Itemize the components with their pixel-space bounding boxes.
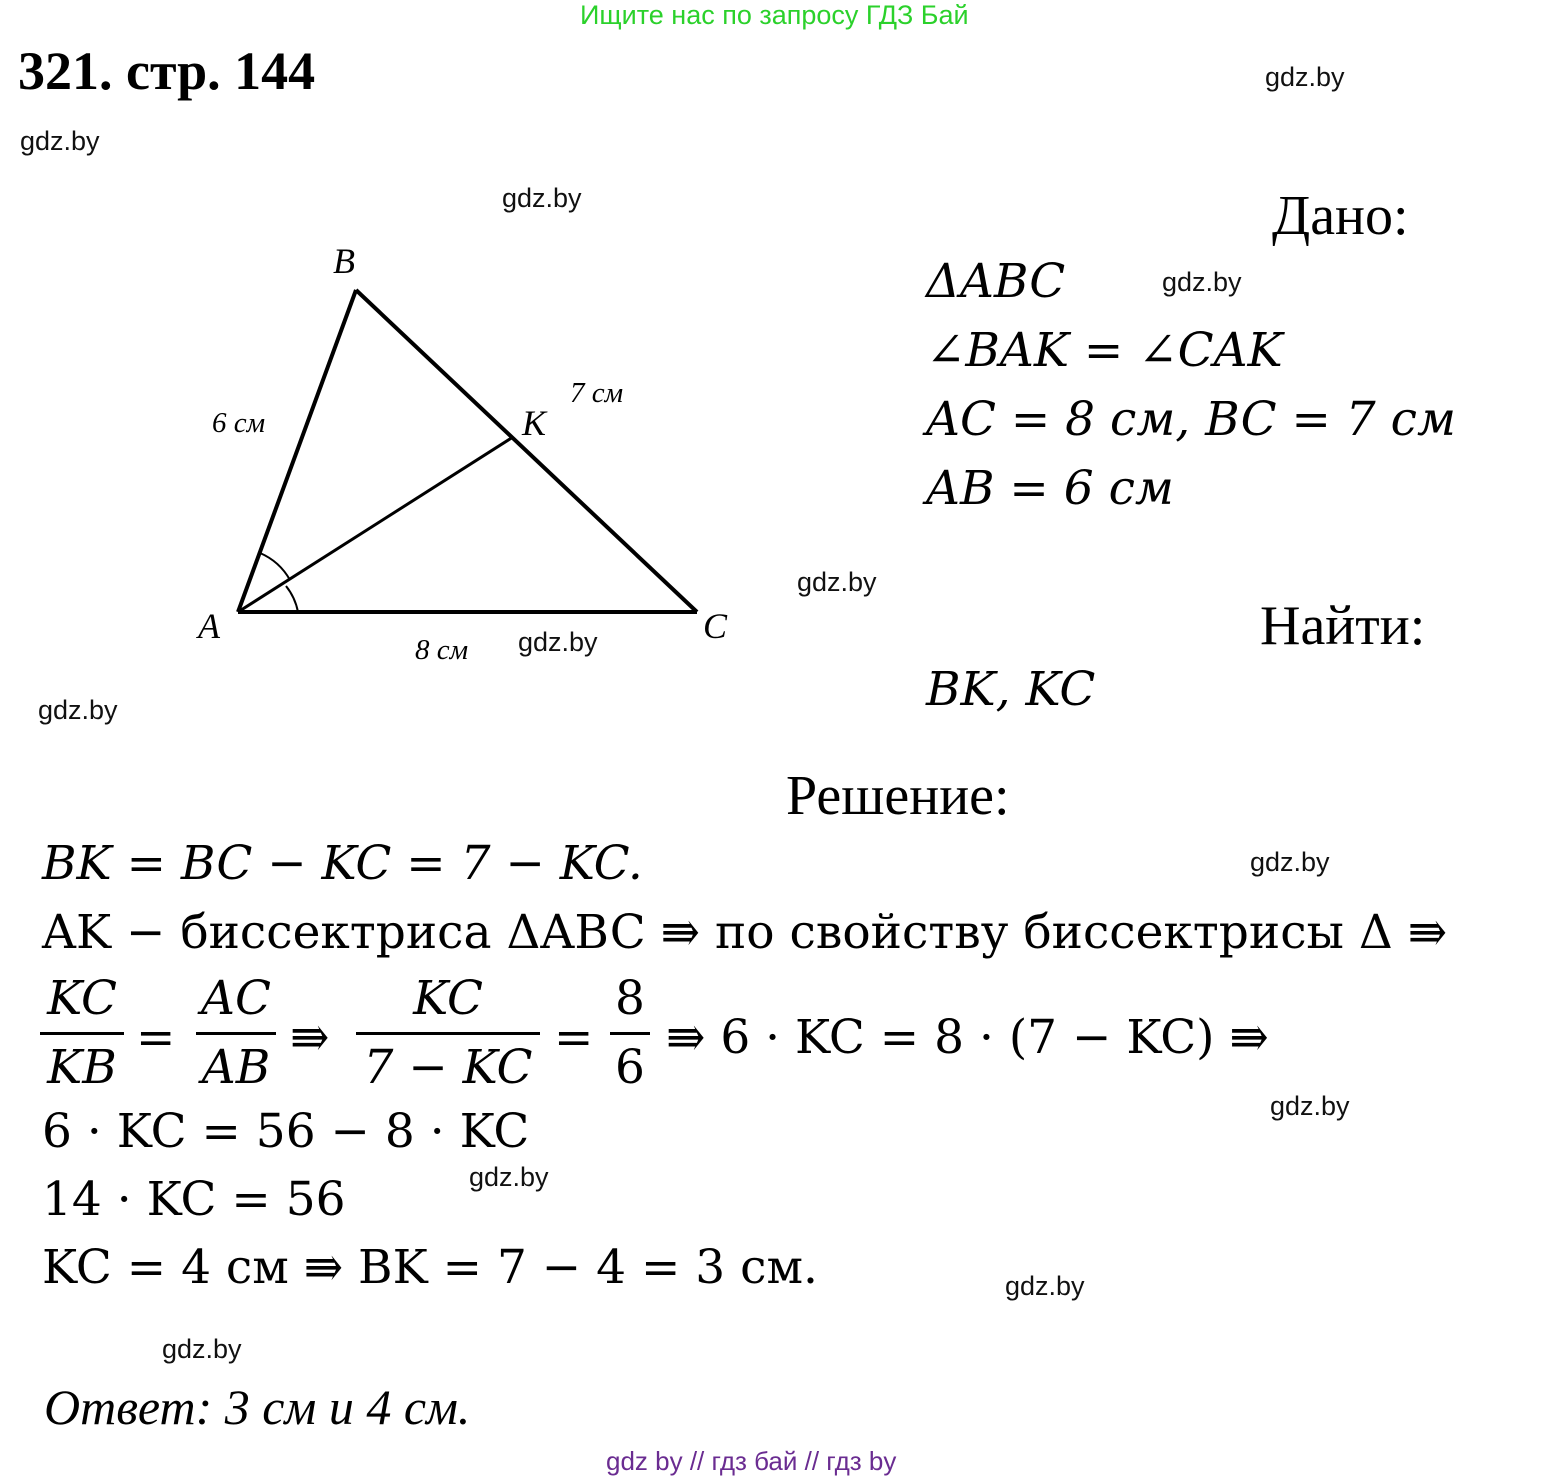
given-line: AB = 6 см xyxy=(926,461,1174,516)
watermark: gdz.by xyxy=(1162,267,1242,297)
given-line: ΔABC xyxy=(926,254,1066,309)
watermark: gdz.by xyxy=(162,1334,242,1364)
fraction-denominator: KB xyxy=(47,1040,117,1095)
side-label-ac: 8 см xyxy=(415,634,469,666)
fraction xyxy=(196,966,276,1101)
side-label-kc: 7 см xyxy=(570,377,624,409)
solution-line: 6 · KC = 56 − 8 · KC xyxy=(42,1104,530,1159)
solution-line: AK − биссектриса ΔABC ⇛ по свойству биссектрисы Δ ⇛ xyxy=(42,905,1448,960)
watermark: gdz.by xyxy=(1270,1091,1350,1121)
watermark: gdz.by xyxy=(502,183,582,213)
watermark: gdz.by xyxy=(518,627,598,657)
find-value: BK, KC xyxy=(926,662,1096,717)
implies-sign: ⇛ xyxy=(290,1010,330,1065)
fraction xyxy=(356,966,540,1101)
find-heading: Найти: xyxy=(1260,595,1426,657)
answer: Ответ: 3 см и 4 см. xyxy=(44,1379,471,1435)
page-title: 321. стр. 144 xyxy=(18,41,316,101)
vertex-label-a: A xyxy=(198,606,220,646)
given-heading: Дано: xyxy=(1272,185,1409,247)
side-ab xyxy=(238,290,356,612)
fraction xyxy=(40,966,124,1101)
fraction-denominator: AB xyxy=(201,1040,271,1095)
watermark: gdz.by xyxy=(469,1162,549,1192)
watermark: gdz.by xyxy=(20,126,100,156)
fraction-numerator: 8 xyxy=(615,971,645,1026)
equals-sign: = xyxy=(136,1010,176,1065)
solution-heading: Решение: xyxy=(786,765,1010,827)
side-bc xyxy=(356,290,697,612)
solution-line: 14 · KC = 56 xyxy=(42,1172,346,1227)
given-line: ∠BAK = ∠CAK xyxy=(926,323,1283,378)
triangle-figure xyxy=(0,0,900,720)
watermark: gdz.by xyxy=(1250,847,1330,877)
solution-line: KC = 4 см ⇛ BK = 7 − 4 = 3 см. xyxy=(42,1240,818,1295)
solution-line: ⇛ 6 · KC = 8 · (7 − KC) ⇛ xyxy=(666,1010,1269,1065)
watermark: gdz.by xyxy=(797,567,877,597)
solution-line: BK = BC − KC = 7 − KC. xyxy=(42,836,643,891)
side-label-ab: 6 см xyxy=(212,407,266,439)
watermark: gdz.by xyxy=(1265,62,1345,92)
fraction-numerator: KC xyxy=(47,971,117,1026)
watermark: gdz.by xyxy=(1005,1271,1085,1301)
vertex-label-k: K xyxy=(522,403,547,443)
fraction-denominator: 7 − KC xyxy=(363,1040,533,1095)
angle-arc xyxy=(260,553,290,580)
watermark: gdz.by xyxy=(38,695,118,725)
fraction-denominator: 6 xyxy=(615,1040,645,1095)
fraction-numerator: AC xyxy=(201,971,271,1026)
search-banner: Ищите нас по запросу ГДЗ Бай xyxy=(580,0,969,30)
given-line: AC = 8 см, BC = 7 см xyxy=(926,392,1456,447)
equals-sign: = xyxy=(554,1010,594,1065)
bisector-ak xyxy=(238,437,513,612)
vertex-label-c: C xyxy=(703,606,728,646)
fraction xyxy=(610,966,650,1101)
footer-links[interactable]: gdz by // гдз бай // гдз by xyxy=(606,1446,897,1476)
angle-arc xyxy=(286,586,298,612)
vertex-label-b: B xyxy=(333,241,355,281)
fraction-numerator: KC xyxy=(413,971,483,1026)
